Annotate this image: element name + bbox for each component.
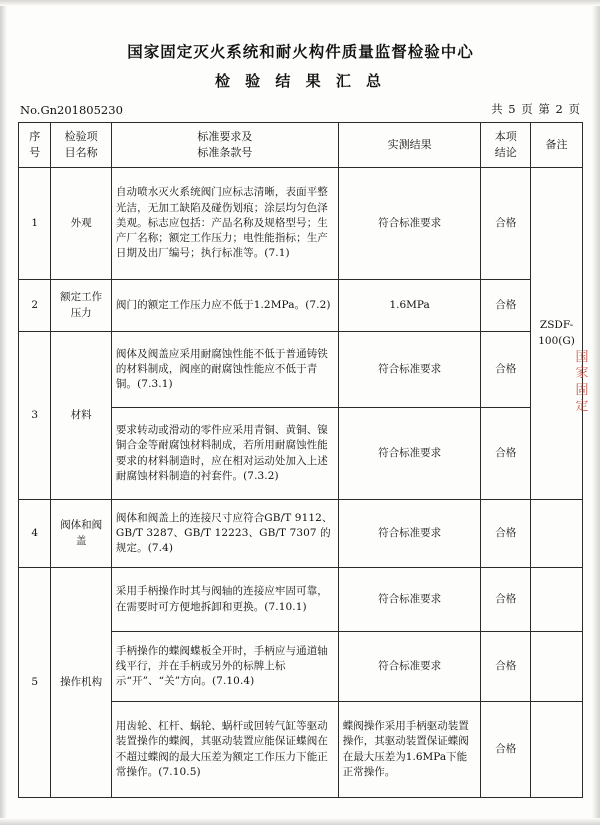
scan-edge-bottom xyxy=(0,818,600,825)
cell-requirement: 用齿轮、杠杆、蜗轮、蜗杆或回转气缸等驱动装置操作的蝶阀，其驱动装置应能保证蝶阀在不超过蝶阀的最大压差为额定工作压力下能正常操作。(7.10.5) xyxy=(111,702,338,798)
cell-requirement: 阀体和阀盖上的连接尺寸应符合GB/T 9112、GB/T 3287、GB/T 12223、GB/T 7307 的规定。(7.4) xyxy=(111,500,338,568)
cell-result: 符合标准要求 xyxy=(338,568,481,632)
cell-requirement: 要求转动或滑动的零件应采用青铜、黄铜、镍铜合金等耐腐蚀材料制成，若所用耐腐蚀性能要求的材料制造时，应在相对运动处加入上述耐腐蚀材料制造的衬套件。(7.3.2) xyxy=(111,408,338,500)
report-meta xyxy=(18,101,583,119)
scan-edge-right xyxy=(592,0,600,825)
cell-conclusion: 合格 xyxy=(481,280,531,332)
cell-requirement: 阀门的额定工作压力应不低于1.2MPa。(7.2) xyxy=(111,280,338,332)
header-item-line2: 目名称 xyxy=(64,146,98,159)
header-no xyxy=(19,123,51,168)
header-remark: 备注 xyxy=(531,123,583,168)
report-title: 检 验 结 果 汇 总 xyxy=(214,72,387,90)
cell-result: 蝶阀操作采用手柄驱动装置操作，其驱动装置保证蝶阀在最大压差为1.6MPa下能正常操作。 xyxy=(338,702,481,798)
report-number: No.Gn201805230 xyxy=(20,103,123,117)
header-no-line2: 号 xyxy=(29,146,41,159)
cell-item: 外观 xyxy=(51,168,112,280)
header-requirement-line2: 标准条款号 xyxy=(197,146,253,159)
cell-item: 材料 xyxy=(51,332,112,500)
cell-result: 符合标准要求 xyxy=(338,332,481,408)
header-conclusion xyxy=(481,123,531,168)
table-row xyxy=(19,568,583,632)
header-item-line1: 检验项 xyxy=(64,130,98,144)
stamp-char-0: 国 xyxy=(575,350,589,365)
document-body xyxy=(18,40,583,798)
cell-conclusion: 合格 xyxy=(481,702,531,798)
header-item xyxy=(51,123,112,168)
stamp-char-3: 定 xyxy=(575,398,589,414)
cell-requirement: 手柄操作的蝶阀蝶板全开时，手柄应与通道轴线平行，并在手柄或另外的标牌上标示“开”、“关”方向。(7.10.4) xyxy=(111,632,338,702)
cell-requirement: 阀体及阀盖应采用耐腐蚀性能不低于普通铸铁的材料制成，阀座的耐腐蚀性能应不低于青铜。(7.3.1) xyxy=(111,332,338,408)
cell-remark xyxy=(531,632,583,702)
cell-result: 符合标准要求 xyxy=(338,168,481,280)
header-no-line1: 序 xyxy=(29,130,41,144)
organization-title: 国家固定灭火系统和耐火构件质量监督检验中心 xyxy=(127,42,474,61)
scan-edge-top xyxy=(0,0,600,6)
cell-result: 符合标准要求 xyxy=(338,632,481,702)
cell-remark xyxy=(531,500,583,568)
cell-item: 操作机构 xyxy=(51,568,112,798)
table-row xyxy=(19,168,583,280)
cell-conclusion: 合格 xyxy=(481,168,531,280)
stamp-char-1: 家 xyxy=(575,366,589,382)
cell-item: 阀体和阀盖 xyxy=(51,500,112,568)
cell-requirement: 采用手柄操作时其与阀轴的连接应牢固可靠，在需要时可方便地拆卸和更换。(7.10.1) xyxy=(111,568,338,632)
cell-result: 1.6MPa xyxy=(338,280,481,332)
table-row xyxy=(19,332,583,408)
cell-no: 3 xyxy=(19,332,51,500)
header-requirement xyxy=(111,123,338,168)
table-header-row xyxy=(19,123,583,168)
table-row xyxy=(19,500,583,568)
header-result: 实测结果 xyxy=(338,123,481,168)
cell-no: 4 xyxy=(19,500,51,568)
results-table xyxy=(18,122,583,798)
cell-remark: ZSDF-100(G) xyxy=(531,168,583,500)
scan-edge-left xyxy=(0,0,7,825)
cell-no: 5 xyxy=(19,568,51,798)
page-number: 共 5 页 第 2 页 xyxy=(491,102,581,116)
table-row xyxy=(19,280,583,332)
header-conclusion-line1: 本项 xyxy=(494,130,517,144)
cell-remark xyxy=(531,702,583,798)
cell-conclusion: 合格 xyxy=(481,332,531,408)
header-conclusion-line2: 结论 xyxy=(494,146,517,159)
cell-no: 1 xyxy=(19,168,51,280)
red-stamp-marks xyxy=(574,350,590,415)
cell-remark xyxy=(531,568,583,632)
cell-conclusion: 合格 xyxy=(481,408,531,500)
cell-result: 符合标准要求 xyxy=(338,500,481,568)
cell-conclusion: 合格 xyxy=(481,568,531,632)
stamp-char-2: 固 xyxy=(575,382,589,398)
cell-result: 符合标准要求 xyxy=(338,408,481,500)
cell-conclusion: 合格 xyxy=(481,500,531,568)
cell-no: 2 xyxy=(19,280,51,332)
cell-requirement: 自动喷水灭火系统阀门应标志清晰，表面平整光洁，无加工缺陷及碰伤划痕；涂层均匀色泽美观。标志应包括：产品名称及规格型号；生产厂名称；额定工作压力；电性能指标；生产日期及出厂编号；执行标准等。(7.1) xyxy=(111,168,338,280)
cell-conclusion: 合格 xyxy=(481,632,531,702)
cell-item: 额定工作压力 xyxy=(51,280,112,332)
header-requirement-line1: 标准要求及 xyxy=(197,130,253,144)
